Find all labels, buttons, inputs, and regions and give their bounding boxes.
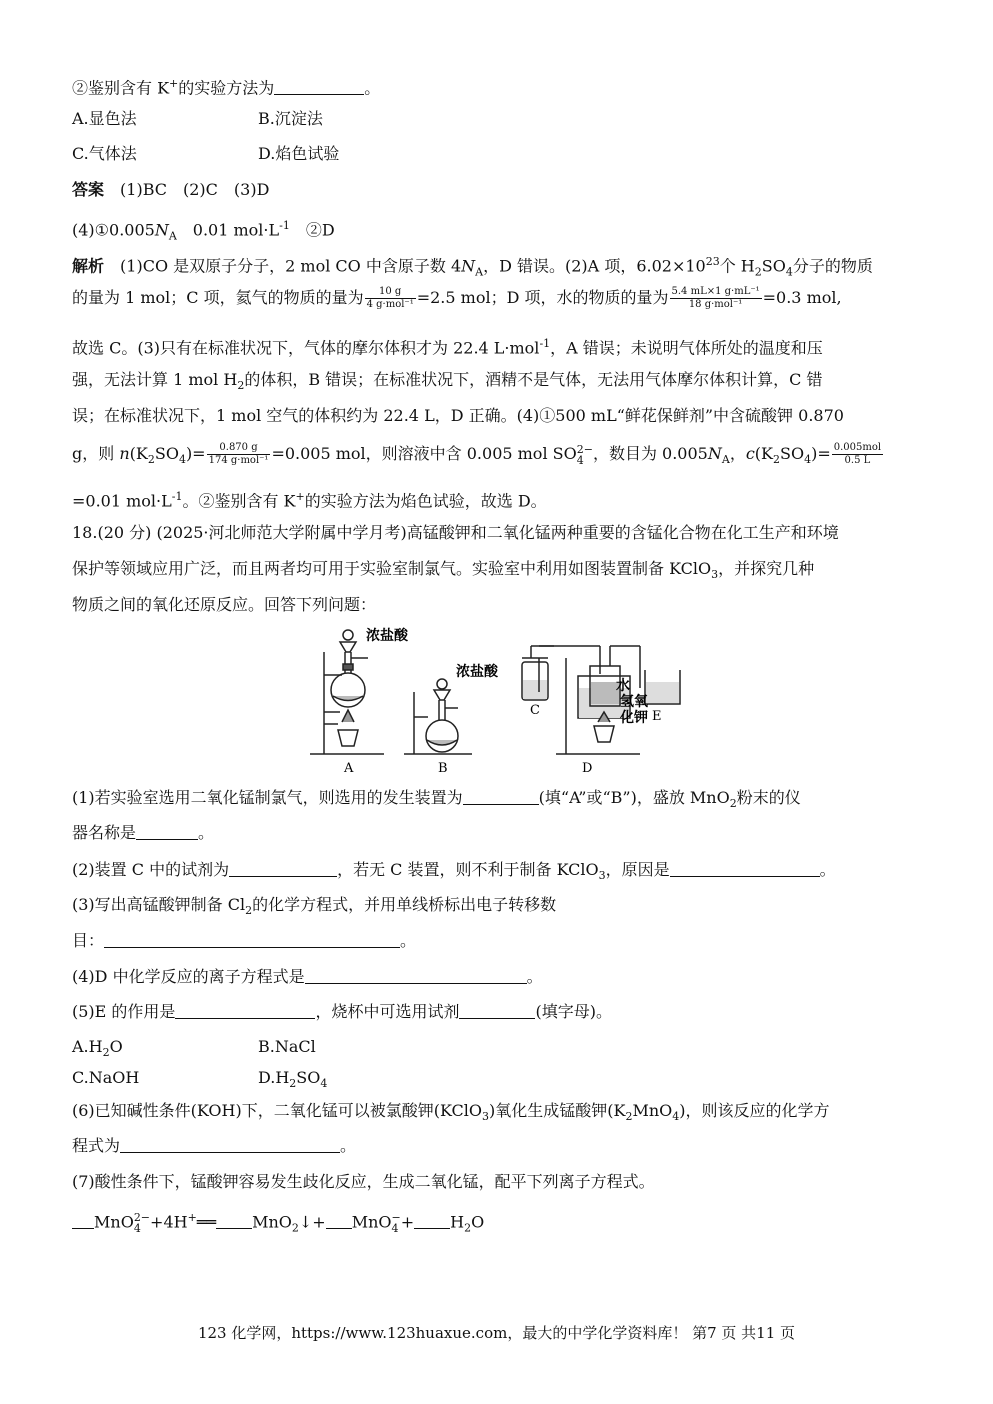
fraction: $\frac{\text{0.005mol}}{0.5 L}$ bbox=[833, 442, 882, 466]
answer-blank bbox=[229, 858, 337, 877]
answer-blank bbox=[120, 1134, 340, 1153]
part-5-option-d: $D.H_2SO_4$ bbox=[258, 1068, 328, 1091]
analysis-line-2: 的量为 1 mol；C 项，氦气的物质的量为 $\frac{10 g}{\text{4 g·mol⁻¹}}$ =2.5 mol；D 项，水的物质的量为 $\frac{\text{5.4 mL×1 g·mL⁻¹}}{\text{18 g·mol⁻¹}}$ =0.3 mol, bbox=[72, 286, 842, 310]
analysis-line-1: 解析 (1)CO 是双原子分子，2 mol CO 中含原子数 $4N_A$，D 错误。(2)A 项，$6.02\times 10^{23}$个 $H_2SO_4$分子的物质 bbox=[72, 255, 873, 279]
part-6-line-2: 程式为 。 bbox=[72, 1136, 357, 1155]
coefficient-blank bbox=[414, 1210, 450, 1229]
part-1-line-1: (1)若实验室选用二氧化锰制氯气，则选用的发生装置为 (填“A”或“B”)，盛放 MnO$_2$粉末的仪 bbox=[72, 788, 801, 811]
label-c: C bbox=[530, 703, 540, 718]
part-5-option-a: $A.H_2O$ bbox=[72, 1037, 123, 1060]
part-4-line: (4)D 中化学反应的离子方程式是 。 bbox=[72, 967, 543, 986]
label-d: D bbox=[582, 761, 593, 776]
apparatus-figure bbox=[300, 622, 700, 780]
part-5-line: (5)E 的作用是 ，烧杯中可选用试剂 (填字母)。 bbox=[72, 1002, 612, 1021]
fraction: $\frac{10 g}{\text{4 g·mol⁻¹}}$ bbox=[366, 286, 414, 310]
koh-label-1: 水 bbox=[616, 678, 630, 694]
answer-blank bbox=[175, 1000, 315, 1019]
option-d: D.焰色试验 bbox=[258, 144, 340, 163]
coefficient-blank bbox=[72, 1210, 94, 1229]
apparatus-e bbox=[645, 670, 680, 704]
answer-blank bbox=[305, 965, 527, 984]
coefficient-blank bbox=[216, 1210, 252, 1229]
answer-line-4: $(4)①0.005N_A$ 0.01 $mol\cdot L^{-1}$ ②D bbox=[72, 219, 335, 243]
analysis-line-4: 强，无法计算 1 mol $H_2$的体积，B 错误；在标准状况下，酒精不是气体，无法用气体摩尔体积计算，C 错 bbox=[72, 370, 823, 393]
answer-blank bbox=[459, 1000, 535, 1019]
part-2-line: (2)装置 C 中的试剂为 ，若无 C 装置，则不利于制备 KClO$_3$，原因是 。 bbox=[72, 860, 836, 883]
part-7-line: (7)酸性条件下，锰酸钾容易发生歧化反应，生成二氧化锰，配平下列离子方程式。 bbox=[72, 1172, 655, 1191]
question-18-line-3: 物质之间的氧化还原反应。回答下列问题： bbox=[72, 595, 377, 614]
analysis-line-6: g，则 $n(K_2SO_4)=$ $\frac{0.870 g}{\text{174 g·mol⁻¹}}$ =0.005 mol，则溶液中含 0.005 mol SO 2− 4 ，数目为 $0.005N_A$，$c(K_2SO_4)=$ $\frac{\text{0.005mol}}{0.5 L}$ bbox=[72, 442, 882, 467]
apparatus-c bbox=[522, 646, 580, 700]
part-1-line-2: 器名称是 。 bbox=[72, 823, 215, 842]
coefficient-blank bbox=[326, 1210, 352, 1229]
answer-blank bbox=[104, 929, 400, 948]
answer-label: 答案 bbox=[72, 180, 105, 199]
analysis-line-5: 误；在标准状况下，1 mol 空气的体积约为 22.4 L，D 正确。(4)①500 mL“鲜花保鲜剂”中含硫酸钾 0.870 bbox=[72, 406, 844, 425]
answer-line: 答案 (1)BC (2)C (3)D bbox=[72, 180, 270, 199]
label-a: A bbox=[344, 761, 354, 776]
question-line: ②鉴别含有 K+的实验方法为 。 bbox=[72, 77, 381, 98]
hcl-label-a: 浓盐酸 bbox=[366, 628, 408, 644]
fraction: $\frac{0.870 g}{\text{174 g·mol⁻¹}}$ bbox=[208, 442, 269, 466]
apparatus-diagram bbox=[300, 622, 700, 780]
koh-label-2: 氢氧 bbox=[620, 694, 648, 710]
part-5-option-b: B.NaCl bbox=[258, 1037, 316, 1056]
page-footer: 123 化学网，https://www.123huaxue.com，最大的中学化学资料库！ 第7 页 共11 页 bbox=[197, 1324, 796, 1342]
option-c: C.气体法 bbox=[72, 144, 137, 163]
answer-blank bbox=[670, 858, 820, 877]
part-3-line-1: (3)写出高锰酸钾制备 $Cl_2$的化学方程式，并用单线桥标出电子转移数 bbox=[72, 895, 557, 918]
question-18-line-2: 保护等领域应用广泛，而且两者均可用于实验室制氯气。实验室中利用如图装置制备 KClO$_3$，并探究几种 bbox=[72, 559, 815, 582]
analysis-line-7: =0.01 $mol\cdot L^{-1}$。②鉴别含有 K+的实验方法为焰色试验，故选 D。 bbox=[72, 490, 547, 511]
part-6-line-1: (6)已知碱性条件(KOH)下，二氧化锰可以被氯酸钾(KClO$_3$)氧化生成锰酸钾$(K_2MnO_4)$，则该反应的化学方 bbox=[72, 1101, 830, 1124]
label-e: E bbox=[652, 709, 662, 724]
question-18-line-1: 18.(20 分) (2025·河北师范大学附属中学月考)高锰酸钾和二氧化锰两种重要的含锰化合物在化工生产和环境 bbox=[72, 523, 839, 542]
part-5-option-c: C.NaOH bbox=[72, 1068, 140, 1087]
label-b: B bbox=[438, 761, 448, 776]
analysis-label: 解析 bbox=[72, 256, 105, 276]
analysis-line-3: 故选 C。(3)只有在标准状况下，气体的摩尔体积才为 22.4 L·mol$^{-1}$，A 错误；未说明气体所处的温度和压 bbox=[72, 337, 823, 358]
part-3-line-2: 目： 。 bbox=[72, 931, 417, 950]
koh-label-3: 化钾 bbox=[620, 710, 648, 726]
answer-blank bbox=[136, 821, 198, 840]
apparatus-a bbox=[310, 630, 384, 754]
fraction: $\frac{\text{5.4 mL×1 g·mL⁻¹}}{\text{18 g·mol⁻¹}}$ bbox=[671, 286, 760, 310]
answer-blank bbox=[274, 76, 364, 95]
hcl-label-b: 浓盐酸 bbox=[456, 664, 498, 680]
apparatus-b bbox=[404, 679, 472, 754]
ionic-equation: MnO 2− 4 +4H+══ MnO$_2$↓+ MnO − 4 + $H_2O$ bbox=[72, 1206, 922, 1241]
option-a: A.显色法 bbox=[72, 109, 137, 128]
answer-blank bbox=[463, 786, 539, 805]
option-b: B.沉淀法 bbox=[258, 109, 323, 128]
